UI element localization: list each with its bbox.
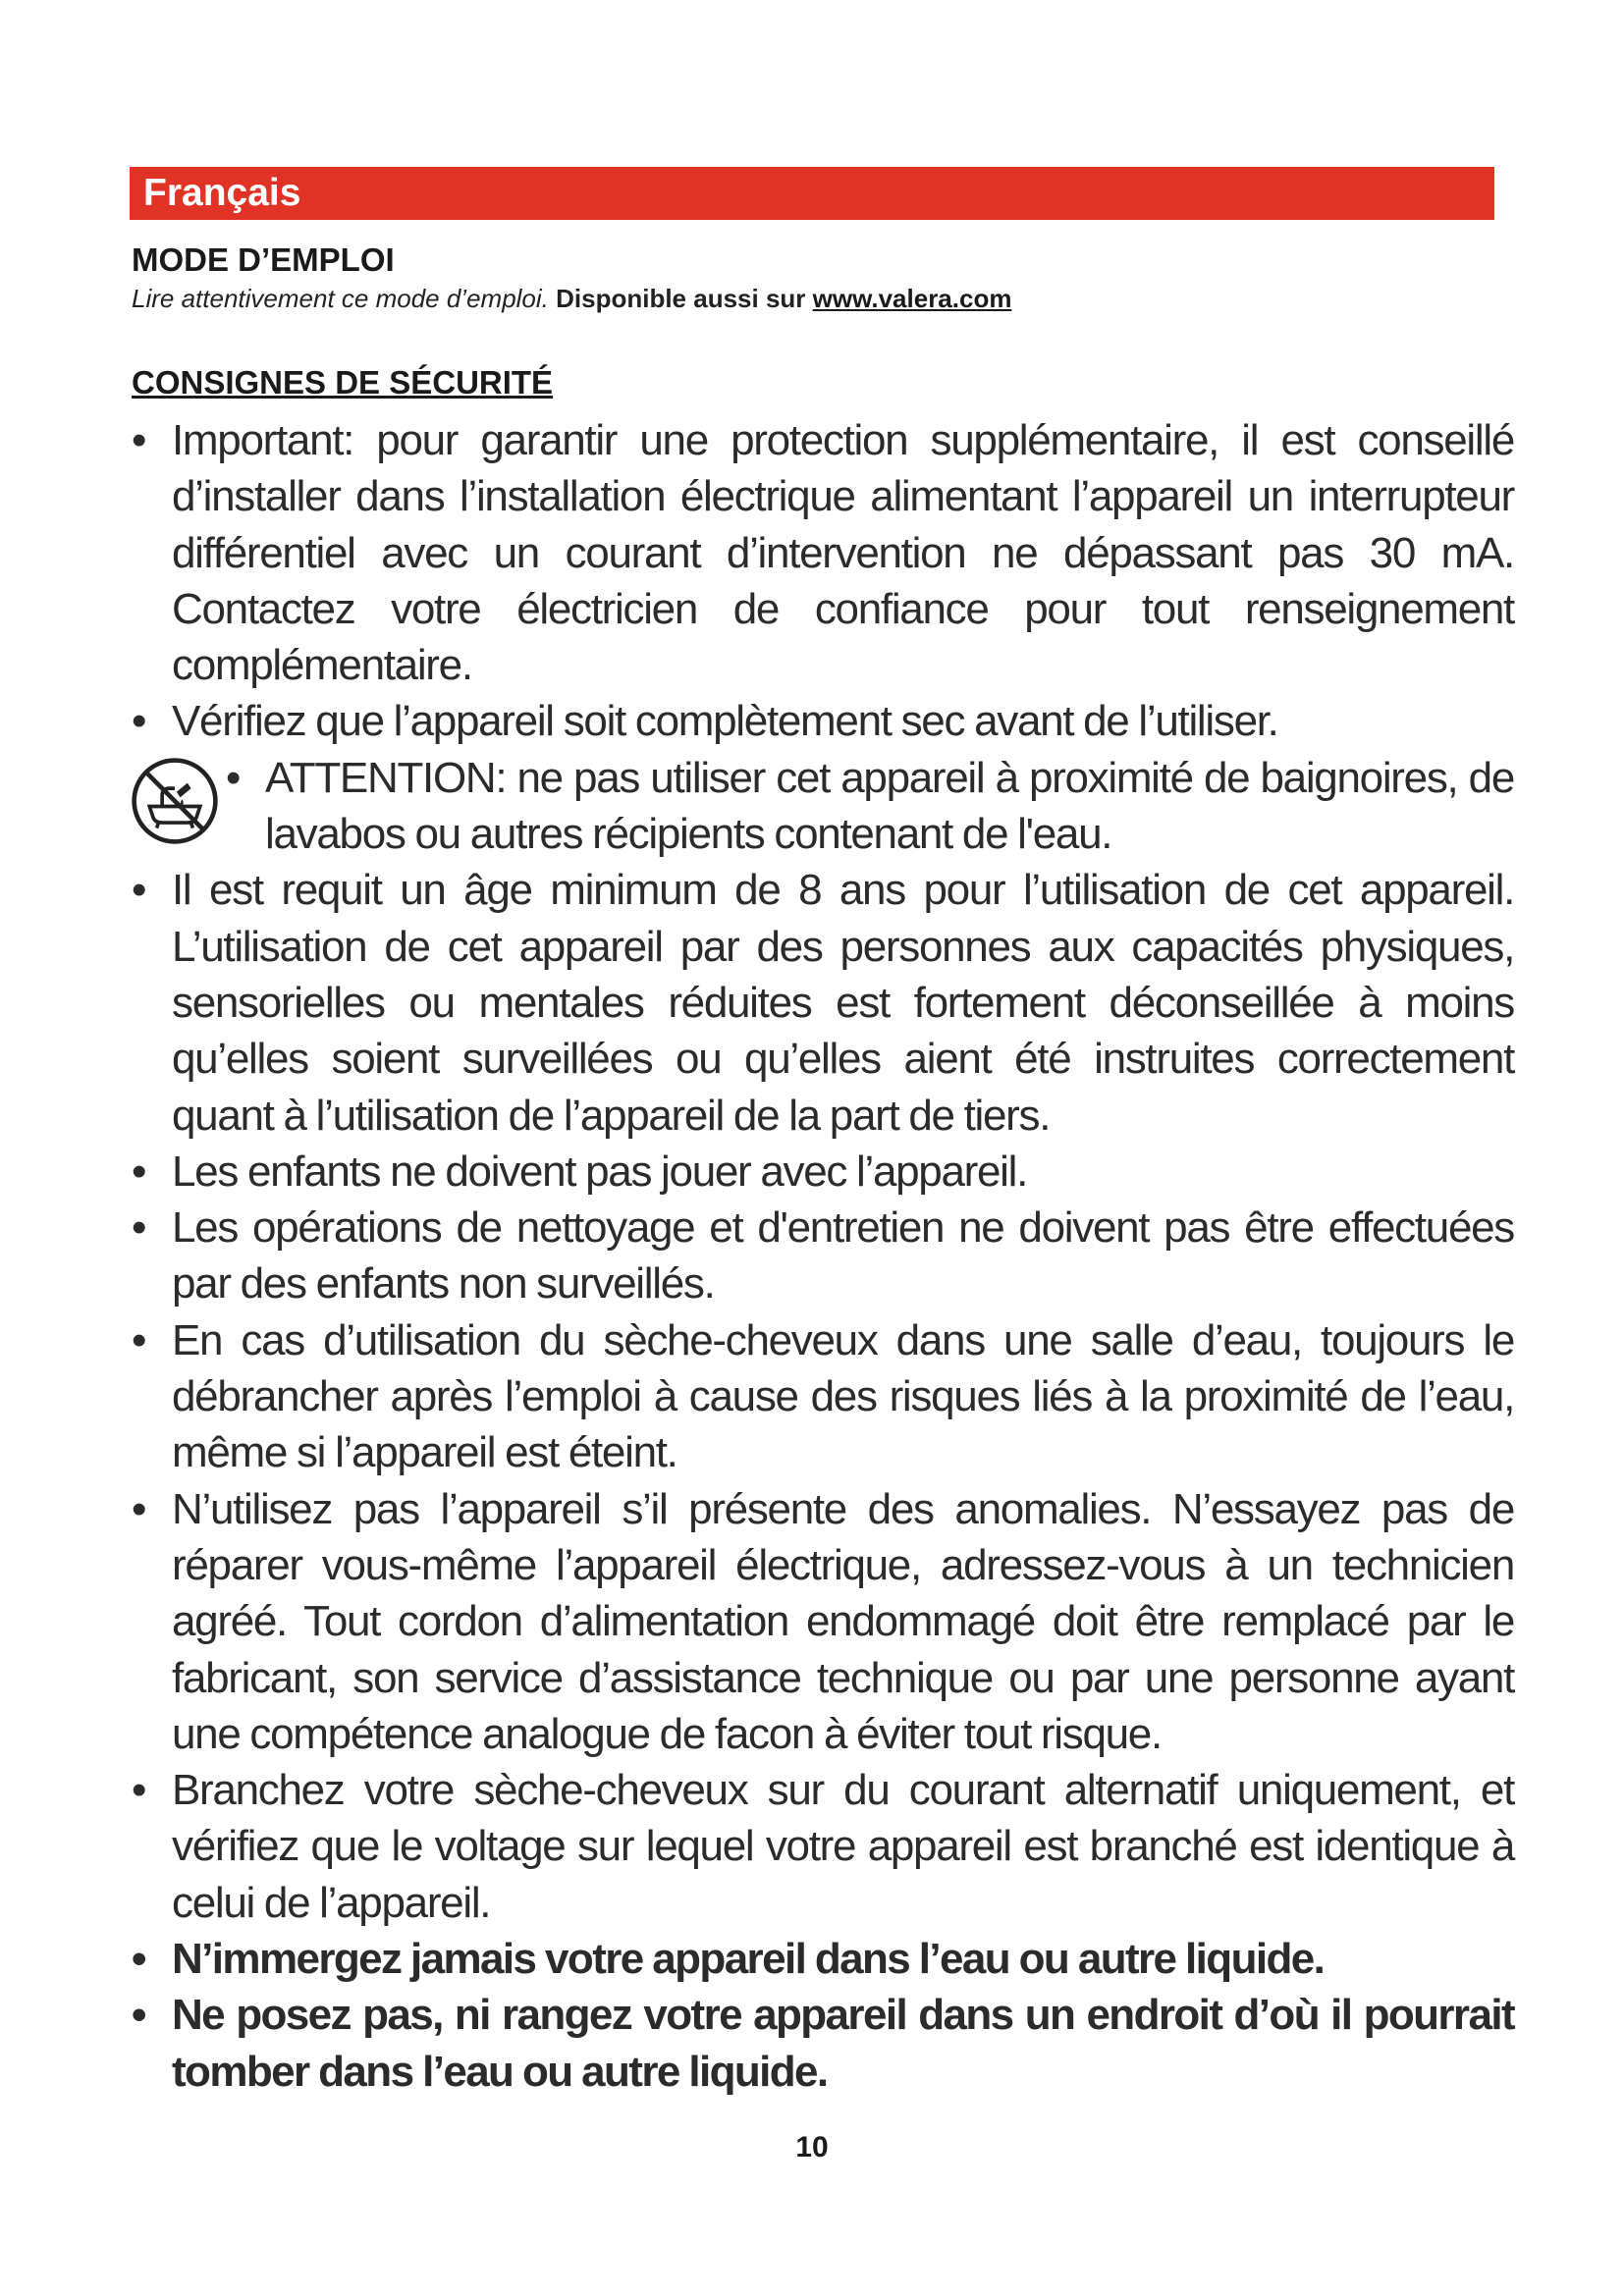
bullet-icon: • <box>132 866 146 915</box>
bullet-icon: • <box>132 416 146 464</box>
instruction-line <box>132 282 1011 315</box>
page-title: MODE D’EMPLOI <box>132 241 395 278</box>
instruction-text: Lire attentivement ce mode d’emploi. <box>132 284 549 313</box>
bullet-icon: • <box>132 1315 146 1364</box>
list-item-text: Branchez votre sèche-cheveux sur du courant alternatif uniquement, et vérifiez que le voltage sur lequel votre appareil est branché est identique à celui de l’appareil. <box>172 1766 1514 1927</box>
bullet-icon: • <box>132 1484 146 1533</box>
available-text: Disponible aussi sur <box>556 284 806 313</box>
bullet-icon: • <box>132 1766 146 1815</box>
list-item-text: Ne posez pas, ni rangez votre appareil dans un endroit d’où il pourrait tomber dans l’eau ou autre liquide. <box>172 1991 1514 2096</box>
list-item-text: Les opérations de nettoyage et d'entretien ne doivent pas être effectuées par des enfants non surveillés. <box>172 1203 1514 1308</box>
list-item <box>128 1200 1514 1312</box>
language-banner <box>130 167 1494 220</box>
list-item <box>128 1762 1514 1931</box>
list-item-text: Il est requit un âge minimum de 8 ans pour l’utilisation de cet appareil. L’utilisation de cet appareil par des personnes aux capacités physiques, sensorielles ou mentales réduites est fortement déconseillée à moins qu’elles soient surveillées ou qu’elles aient été instruites correctement quant à l’utilisation de l’appareil de la part de tiers. <box>172 866 1514 1140</box>
list-item-text: ATTENTION: ne pas utiliser cet appareil à proximité de baignoires, de lavabos ou autres récipients contenant de l'eau. <box>265 753 1514 859</box>
list-item-text: En cas d’utilisation du sèche-cheveux dans une salle d’eau, toujours le débrancher après l’emploi à cause des risques liés à la proximité de l’eau, même si l’appareil est éteint. <box>172 1315 1514 1477</box>
website-link[interactable]: www.valera.com <box>812 284 1012 313</box>
page-number: 10 <box>795 2131 829 2163</box>
list-item <box>128 862 1514 1143</box>
list-item <box>128 1481 1514 1762</box>
list-item-text: Les enfants ne doivent pas jouer avec l’appareil. <box>172 1147 1028 1196</box>
list-item <box>128 1144 1514 1200</box>
no-bathtub-warning-icon <box>130 756 220 846</box>
list-item-text: Vérifiez que l’appareil soit complètement sec avant de l’utiliser. <box>172 697 1278 746</box>
list-item-emphasis <box>128 1931 1514 1987</box>
list-item-emphasis <box>128 1987 1514 2100</box>
bullet-icon: • <box>132 1935 145 1984</box>
bullet-icon: • <box>132 1147 146 1196</box>
list-item-warning <box>128 750 1514 863</box>
list-item <box>128 693 1514 749</box>
language-label: Français <box>143 172 301 214</box>
bullet-icon: • <box>132 1203 146 1253</box>
bullet-icon: • <box>132 697 146 746</box>
bullet-icon: • <box>132 1991 145 2040</box>
list-item <box>128 1312 1514 1481</box>
section-title: CONSIGNES DE SÉCURITÉ <box>132 364 554 400</box>
list-item-text: Important: pour garantir une protection supplémentaire, il est conseillé d’installer dans l’installation électrique alimentant l’appareil un interrupteur différentiel avec un courant d’intervention ne dépassant pas 30 mA. Contactez votre électricien de confiance pour tout renseignement complémentaire. <box>172 416 1514 690</box>
safety-list <box>128 412 1514 2100</box>
list-item <box>128 412 1514 693</box>
bullet-icon: • <box>226 753 241 802</box>
list-item-text: N’immergez jamais votre appareil dans l’eau ou autre liquide. <box>172 1935 1325 1984</box>
list-item-text: N’utilisez pas l’appareil s’il présente des anomalies. N’essayez pas de réparer vous-même l’appareil électrique, adressez-vous à un technicien agréé. Tout cordon d’alimentation endommagé doit être remplacé par le fabricant, son service d’assistance technique ou par une personne ayant une compétence analogue de facon à éviter tout risque. <box>172 1484 1514 1758</box>
